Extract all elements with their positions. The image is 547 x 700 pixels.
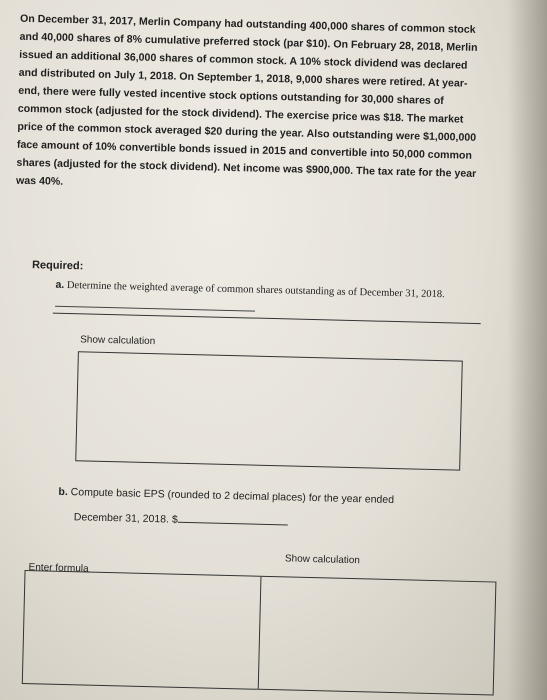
- part-b-calc-box[interactable]: [257, 577, 495, 695]
- part-b-text-line2: December 31, 2018. $: [73, 511, 178, 526]
- part-a-calc-box[interactable]: [75, 351, 463, 470]
- part-b-answer-table: [22, 570, 497, 695]
- part-b-question: [58, 480, 479, 540]
- part-a-calc-label: Show calculation: [80, 334, 156, 348]
- required-heading: Required:: [31, 259, 84, 273]
- part-b-text-line1: Compute basic EPS (rounded to 2 decimal places) for the year ended: [70, 486, 395, 507]
- part-b-formula-label: Enter formula: [28, 562, 89, 575]
- problem-statement: On December 31, 2017, Merlin Company had outstanding 400,000 shares of common stock and 40,000 shares of 8% cumulative preferred stock (par $10). On February 28, 2018, Merlin issued an additional 36,000 shares of common stock. A 10% stock dividend was declared and distributed on July 1, 2018. On September 1, 2018, 9,000 shares were retired. At year-end, there were fully vested incentive stock options outstanding for 30,000 shares of common stock (adjusted for the stock dividend). The exercise price was $18. The market price of the common stock averaged $20 during the year. Also outstanding were $1,000,000 face amount of 10% convertible bonds issued in 2015 and convertible into 50,000 common shares (adjusted for the stock dividend). Net income was $900,000. The tax rate for the year was 40%.: [15, 12, 478, 188]
- part-b-letter: b.: [58, 485, 68, 499]
- part-a-letter: a.: [55, 278, 65, 291]
- part-a-answer-blank[interactable]: [55, 296, 255, 312]
- part-b-answer-blank[interactable]: [178, 512, 288, 526]
- part-a-question: [55, 278, 476, 317]
- part-a-text: Determine the weighted average of common shares outstanding as of December 31, 2018.: [66, 279, 445, 301]
- part-b-formula-box[interactable]: [23, 571, 260, 689]
- part-b-calc-label: Show calculation: [284, 553, 361, 567]
- page-edge-shadow: [507, 0, 547, 700]
